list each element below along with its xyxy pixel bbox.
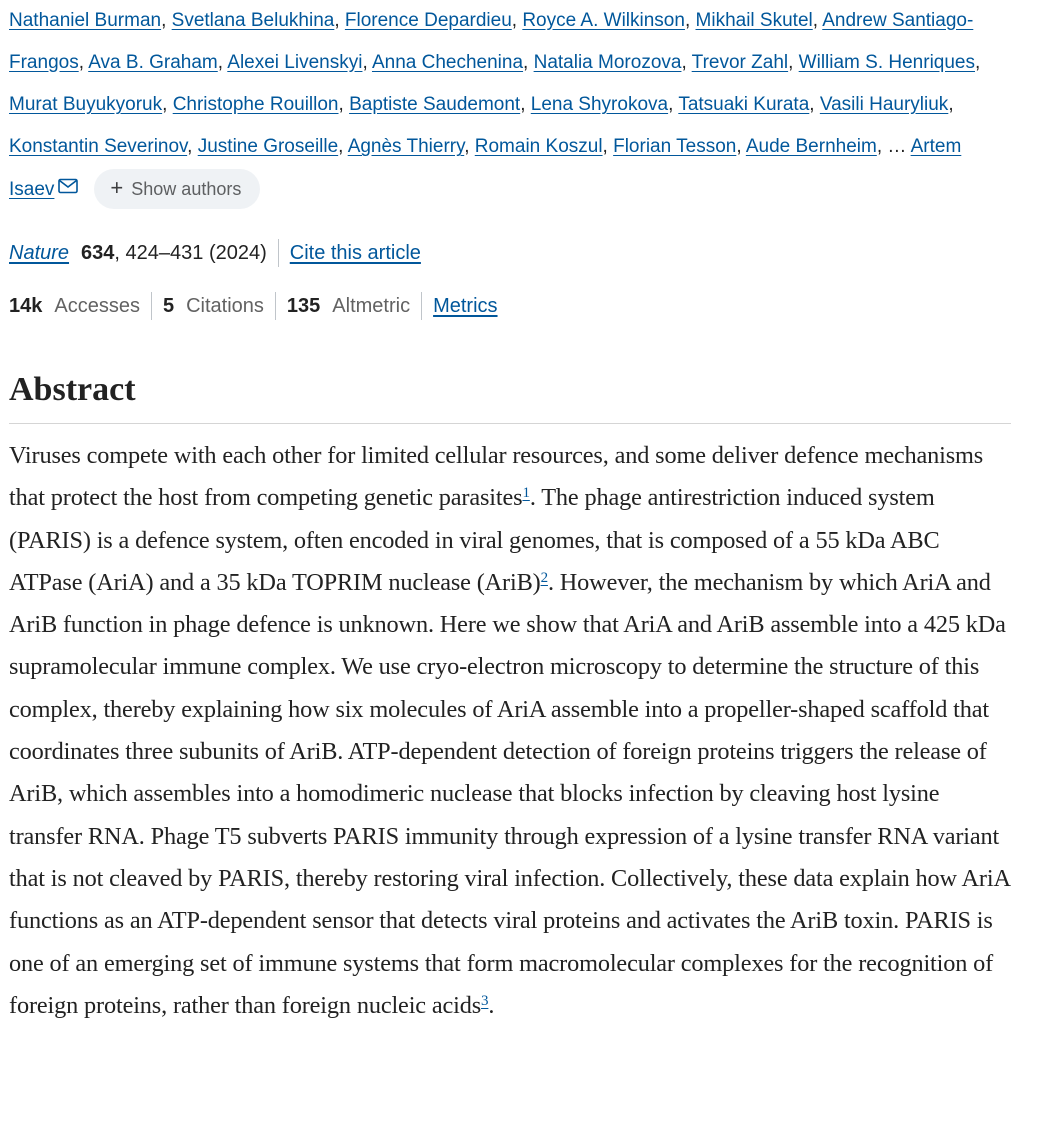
abstract-segment: Viruses compete with each other for limited cellular resources, and some deliver defence mechanisms that protect the host from competing genetic parasites [9,442,984,512]
citation-line [9,236,421,270]
volume: 634 [81,241,115,264]
divider [278,239,279,267]
divider [421,292,422,320]
author-separator: , [187,136,198,158]
author-separator: , [217,51,228,73]
author-link[interactable]: Lena Shyrokova [530,94,669,116]
corresponding-author-link[interactable]: Artem Isaev [9,136,962,200]
author-link[interactable]: Mikhail Skutel [695,9,813,31]
author-link[interactable]: Aude Bernheim [745,136,877,158]
author-separator: , [876,136,888,158]
citations-count: 5 [162,294,175,317]
author-link[interactable]: William S. Henriques [798,51,975,73]
reference-link[interactable]: 3 [481,992,489,1009]
abstract-text [9,435,1015,1027]
heading-rule [9,423,1011,424]
author-link[interactable]: Alexei Livenskyi [227,51,363,73]
show-authors-button[interactable] [94,169,260,209]
author-separator: , [338,94,350,116]
metrics-link[interactable]: Metrics [433,294,498,317]
author-link[interactable]: Trevor Zahl [691,51,789,73]
author-link[interactable]: Agnès Thierry [347,136,465,158]
mail-icon[interactable] [58,178,78,194]
author-link[interactable]: Christophe Rouillon [172,94,339,116]
author-separator: , [975,51,981,73]
abstract-segment: . However, the mechanism by which AriA and AriB function in phage defence is unknown. Here we show that AriA and AriB assemble into a 425 kDa supramolecular immune complex. We use cryo-electron microscopy to determine the structure of this complex, thereby explaining how six molecules of AriA assemble into a propeller-shaped scaffold that coordinates three subunits of AriB. ATP-dependent detection of foreign proteins triggers the release of AriB, which assembles into a homodimeric nuclease that blocks infection by cleaving host lysine transfer RNA. Phage T5 subverts PARIS immunity through expression of a lysine transfer RNA variant that is not cleaved by PARIS, thereby restoring viral infection. Collectively, these data explain how AriA functions as an ATP-dependent sensor that detects viral proteins and activates the AriB toxin. PARIS is one of an emerging set of immune systems that form macromolecular complexes for the recognition of foreign proteins, rather than foreign nucleic acids [9,568,1010,1019]
journal-link[interactable]: Nature [9,241,70,264]
author-link[interactable]: Andrew Santiago-Frangos [9,9,974,73]
divider [275,292,276,320]
author-link[interactable]: Nathaniel Burman [9,9,162,31]
author-separator: , [523,51,534,73]
author-separator: , [334,9,345,31]
author-separator: , [78,51,89,73]
author-separator: , [162,94,173,116]
author-link[interactable]: Murat Buyukyoruk [9,94,163,116]
author-link[interactable]: Royce A. Wilkinson [522,9,685,31]
author-link[interactable]: Vasili Hauryliuk [819,94,949,116]
author-separator: , [681,51,692,73]
article-header [9,0,1011,1019]
author-separator: , [161,9,172,31]
show-authors-label: Show authors [131,178,242,199]
author-separator: , [668,94,679,116]
author-separator: , [788,51,799,73]
author-separator: , [684,9,696,31]
author-separator: , [362,51,372,73]
author-link[interactable]: Justine Groseille [197,136,339,158]
author-link[interactable]: Natalia Morozova [533,51,682,73]
citations-label: Citations [186,294,264,317]
author-separator: , [338,136,348,158]
author-separator: , [464,136,475,158]
pages-year: , 424–431 (2024) [114,241,267,264]
reference-link[interactable]: 1 [522,485,530,502]
author-link[interactable]: Florian Tesson [613,136,737,158]
author-separator: , [520,94,531,116]
altmetric-score: 135 [286,294,321,317]
author-link[interactable]: Ava B. Graham [88,51,218,73]
author-link[interactable]: Anna Chechenina [371,51,524,73]
author-separator: , [948,94,954,116]
accesses-label: Accesses [54,294,140,317]
abstract-segment: . [488,991,495,1019]
article-metrics [9,290,498,322]
author-link[interactable]: Florence Depardieu [344,9,512,31]
author-list [9,0,1011,211]
abstract-heading: Abstract [9,371,136,408]
author-separator: , [809,94,820,116]
reference-link[interactable]: 2 [540,569,548,586]
author-link[interactable]: Svetlana Belukhina [171,9,335,31]
author-link[interactable]: Konstantin Severinov [9,136,188,158]
accesses-count: 14k [9,294,43,317]
author-separator: , [511,9,523,31]
altmetric-label: Altmetric [332,294,411,317]
plus-icon: + [110,174,124,200]
cite-this-article-link[interactable]: Cite this article [289,241,421,264]
author-link[interactable]: Tatsuaki Kurata [678,94,810,116]
author-separator: , [736,136,746,158]
author-separator: , [812,9,823,31]
author-link[interactable]: Romain Koszul [474,136,603,158]
author-separator: , [602,136,614,158]
divider [151,292,152,320]
abstract-segment: . The phage antirestriction induced system (PARIS) is a defence system, often encoded in viral genomes, that is composed of a 55 kDa ABC ATPase (AriA) and a 35 kDa TOPRIM nuclease (AriB) [9,484,940,596]
author-link[interactable]: Baptiste Saudemont [349,94,521,116]
author-ellipsis: … [887,136,907,158]
